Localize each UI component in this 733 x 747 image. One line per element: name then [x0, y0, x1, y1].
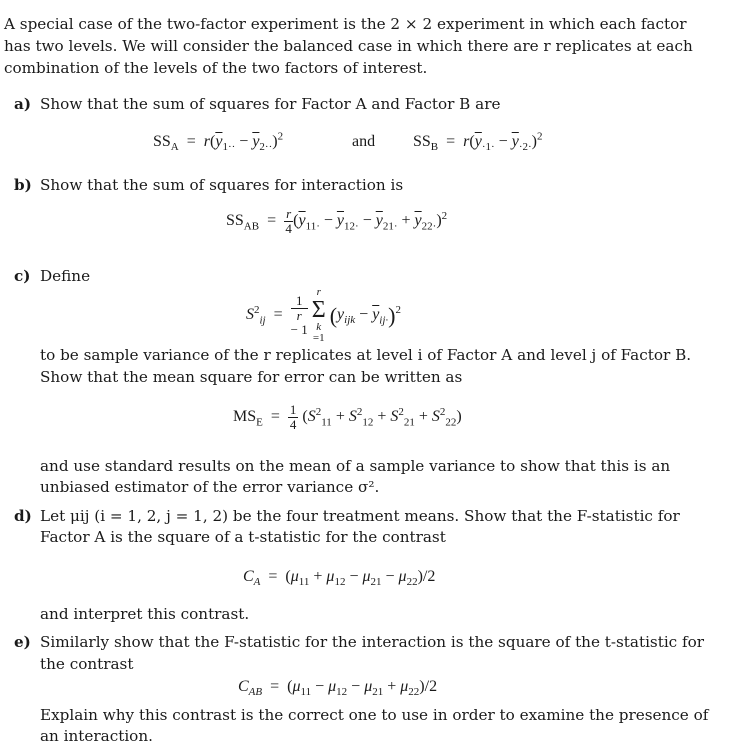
equation-ss-b: $SS_B = r(\overline{y}_{\cdot 1\cdot} - \overline{y}_{\cdot 2\cdot})^2$ — [413, 130, 543, 154]
part-c-text: Define — [40, 267, 91, 285]
part-e-after-1: Explain why this contrast is the correct one to use in order to examine the presence of — [40, 706, 709, 724]
part-d-after: and interpret this contrast. — [40, 605, 250, 623]
part-d-line-1: Let μij (i = 1, 2, j = 1, 2) be the four treatment means. Show that the F-statistic for — [40, 507, 680, 525]
part-e-line-1: Similarly show that the F-statistic for the interaction is the square of the t-statistic for — [40, 633, 705, 651]
part-e-label: e) — [14, 633, 31, 651]
part-b-text: Show that the sum of squares for interaction is — [40, 176, 404, 194]
and-connector: and — [352, 133, 376, 150]
part-c-after-2: Show that the mean square for error can be written as — [40, 368, 463, 386]
part-c-after-4: unbiased estimator of the error variance σ². — [40, 478, 380, 496]
equation-sample-variance: $S^2_{ij}$ = 1 r − 1 r Σ k =1 $(y_{ijk} - \overline{y}_{ij\cdot})^2$ — [246, 286, 401, 344]
part-a-text: Show that the sum of squares for Factor A and Factor B are — [40, 95, 501, 113]
part-d-line-2: Factor A is the square of a t-statistic for the contrast — [40, 528, 446, 546]
part-d-label: d) — [14, 507, 32, 525]
equation-ss-a: $SS_A = r(\overline{y}_{1\cdot\cdot} - \overline{y}_{2\cdot\cdot})^2$ — [153, 130, 284, 154]
part-e-line-2: the contrast — [40, 655, 134, 673]
equation-ss-ab: $SS_{AB}$ = $\frac{r}{4}$ $(\overline{y}_{11\cdot} - \overline{y}_{12\cdot} - \overline{y}_{21\cdot} + \overline{y}_{22\cdot})^2$ — [226, 206, 448, 236]
part-b-label: b) — [14, 176, 32, 194]
intro-line-1: A special case of the two-factor experiment is the 2 × 2 experiment in which each factor — [4, 15, 687, 33]
equation-contrast-a: $C_A = (\mu_{11} + \mu_{12} - \mu_{21} - \mu_{22})/2$ — [243, 568, 436, 589]
part-a-label: a) — [14, 95, 32, 113]
part-c-after-3: and use standard results on the mean of a sample variance to show that this is an — [40, 457, 671, 475]
intro-line-3: combination of the levels of the two factors of interest. — [4, 59, 428, 77]
equation-ms-e: $MS_E$ = $\frac{1}{4}$ $(S^2_{11} + S^2_{12} + S^2_{21} + S^2_{22})$ — [233, 402, 462, 432]
intro-line-2: has two levels. We will consider the balanced case in which there are r replicates at each — [4, 37, 693, 55]
part-c-after-1: to be sample variance of the r replicates at level i of Factor A and level j of Factor B. — [40, 346, 692, 364]
part-e-after-2: an interaction. — [40, 727, 153, 745]
part-c-label: c) — [14, 267, 31, 285]
equation-contrast-ab: $C_{AB} = (\mu_{11} - \mu_{12} - \mu_{21} + \mu_{22})/2$ — [238, 678, 438, 699]
